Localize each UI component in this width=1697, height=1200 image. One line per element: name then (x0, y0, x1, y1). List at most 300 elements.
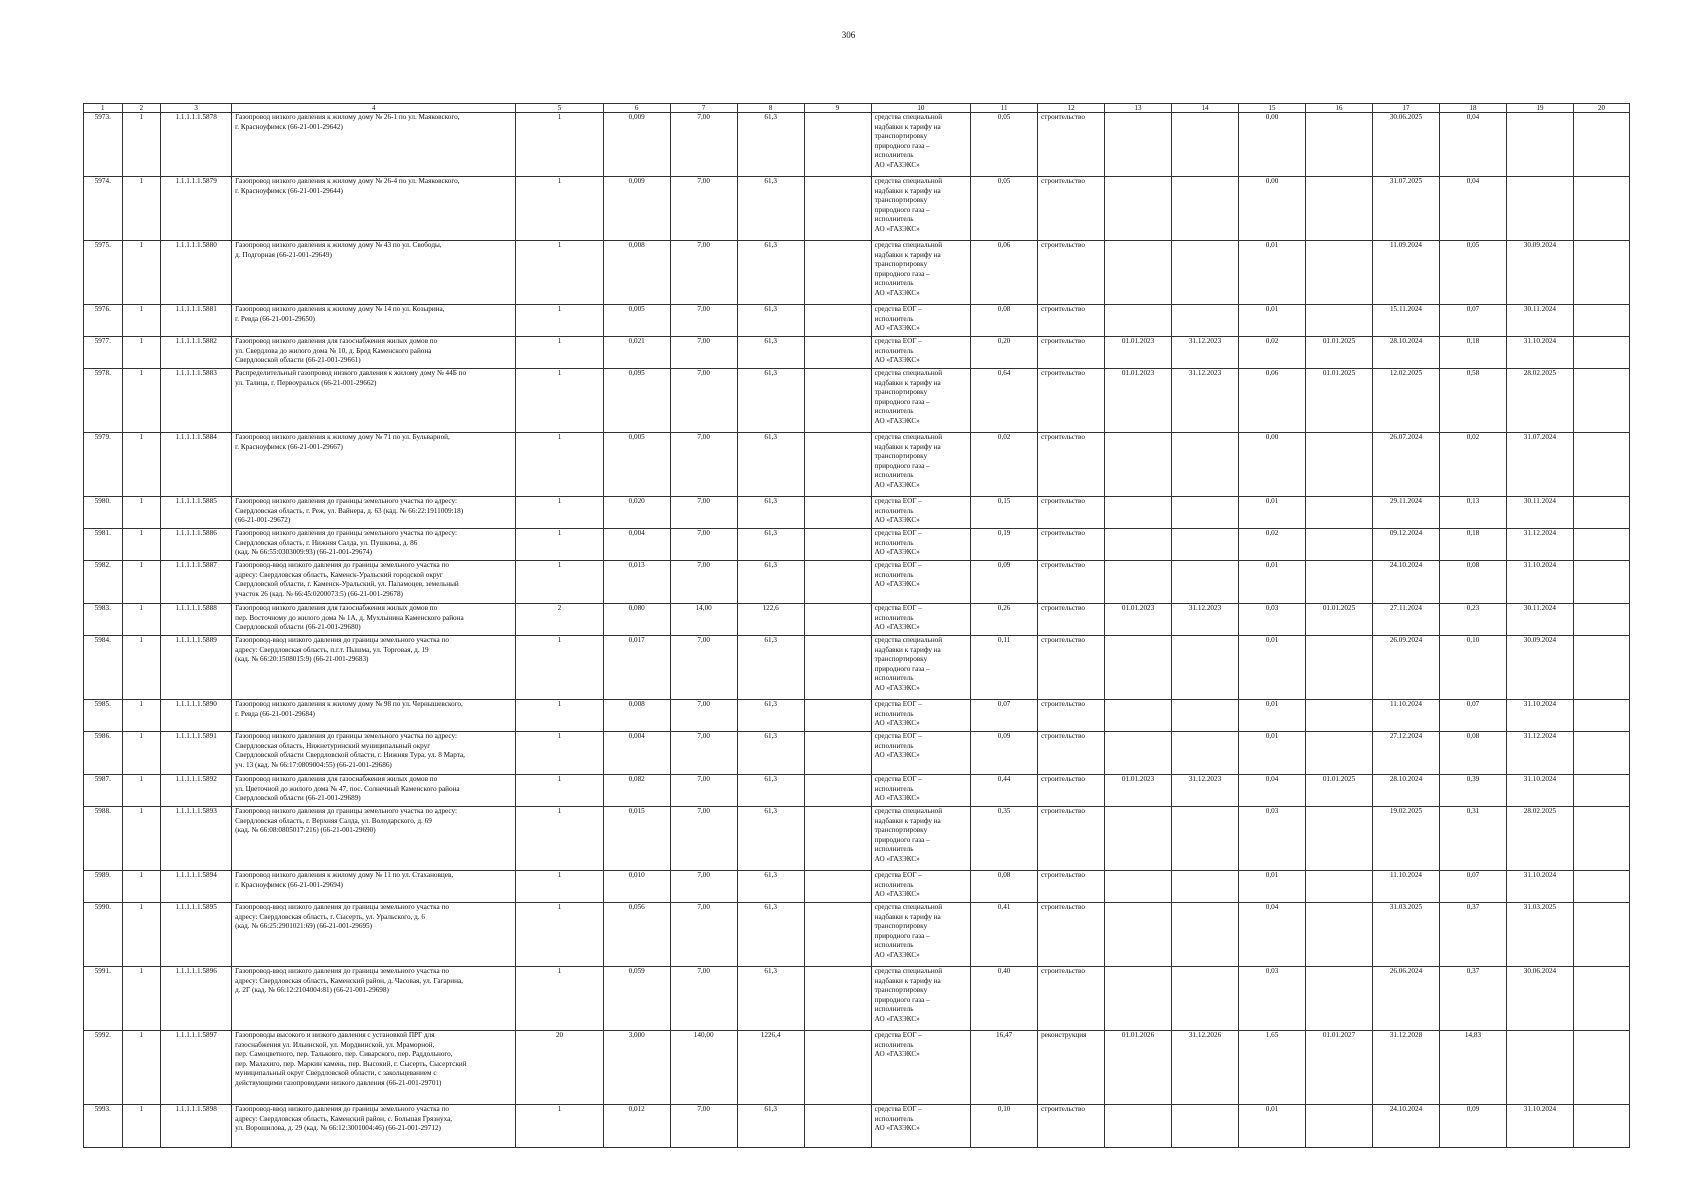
column-header-13: 13 (1105, 104, 1172, 113)
cell-col-20 (1573, 700, 1629, 732)
cell-col-16: 01.01.2025 (1306, 775, 1373, 807)
cell-col-7: 7,00 (670, 700, 737, 732)
cell-col-10: средства ЕОГ – исполнитель АО «ГАЗЭКС» (871, 497, 970, 529)
cell-col-8: 61,3 (737, 775, 804, 807)
cell-col-12: строительство (1038, 636, 1105, 700)
cell-col-12: строительство (1038, 700, 1105, 732)
cell-col-1: 5987. (84, 775, 123, 807)
cell-col-13 (1105, 561, 1172, 604)
cell-col-15: 0,04 (1239, 775, 1306, 807)
cell-col-6: 0,013 (603, 561, 670, 604)
cell-col-16 (1306, 177, 1373, 241)
cell-col-2: 1 (122, 871, 161, 903)
cell-col-14 (1172, 700, 1239, 732)
cell-col-15: 0,06 (1239, 369, 1306, 433)
cell-col-8: 61,3 (737, 636, 804, 700)
cell-col-16 (1306, 113, 1373, 177)
cell-col-20 (1573, 497, 1629, 529)
cell-col-7: 7,00 (670, 636, 737, 700)
cell-col-4: Газопровод низкого давления до границы земельного участка по адресу: Свердловская область, Нижнетуринский муниципальный округ Свердловской области Свердловской области, г. Нижняя Тура, ул. 8 Марта, уч. 13 (кад. № 66:17:0809004:55) (66-21-001-29686) (232, 732, 516, 775)
column-header-9: 9 (804, 104, 871, 113)
cell-col-4: Газопровод низкого давления до границы земельного участка по адресу: Свердловская область, г. Реж, ул. Вайнера, д. 63 (кад. № 66:22:1911009:18) (66-21-001-29672) (232, 497, 516, 529)
cell-col-13: 01.01.2023 (1105, 775, 1172, 807)
cell-col-12: реконструкция (1038, 1031, 1105, 1105)
cell-col-5: 1 (516, 305, 603, 337)
cell-col-8: 61,3 (737, 903, 804, 967)
cell-col-3: 1.1.1.1.1.5894 (161, 871, 232, 903)
cell-col-11: 0,41 (971, 903, 1038, 967)
cell-col-15: 0,00 (1239, 433, 1306, 497)
cell-col-18: 0,07 (1439, 305, 1506, 337)
cell-col-7: 7,00 (670, 113, 737, 177)
cell-col-6: 0,020 (603, 497, 670, 529)
cell-col-15: 0,01 (1239, 241, 1306, 305)
cell-col-2: 1 (122, 807, 161, 871)
cell-col-9 (804, 732, 871, 775)
cell-col-12: строительство (1038, 337, 1105, 369)
cell-col-2: 1 (122, 177, 161, 241)
cell-col-1: 5989. (84, 871, 123, 903)
cell-col-6: 0,008 (603, 241, 670, 305)
cell-col-5: 1 (516, 433, 603, 497)
cell-col-18: 0,23 (1439, 604, 1506, 636)
cell-col-4: Газопровод-ввод низкого давления до границы земельного участка по адресу: Свердловская область, Каменский район, д. Часовая, ул. Гагарина, д. 2Г (кад. № 66:12:2104004:81) (66-21-001-29698) (232, 967, 516, 1031)
cell-col-17: 26.07.2024 (1373, 433, 1440, 497)
column-header-7: 7 (670, 104, 737, 113)
cell-col-6: 0,059 (603, 967, 670, 1031)
cell-col-16 (1306, 903, 1373, 967)
cell-col-2: 1 (122, 113, 161, 177)
cell-col-13 (1105, 433, 1172, 497)
cell-col-8: 61,3 (737, 700, 804, 732)
cell-col-14 (1172, 561, 1239, 604)
cell-col-19: 31.03.2025 (1506, 903, 1573, 967)
column-header-10: 10 (871, 104, 970, 113)
table-row (84, 1105, 1630, 1148)
column-number-row (84, 104, 1630, 113)
cell-col-5: 1 (516, 1105, 603, 1148)
cell-col-17: 31.07.2025 (1373, 177, 1440, 241)
cell-col-19 (1506, 177, 1573, 241)
cell-col-12: строительство (1038, 529, 1105, 561)
cell-col-15: 0,03 (1239, 967, 1306, 1031)
cell-col-14 (1172, 529, 1239, 561)
cell-col-13 (1105, 732, 1172, 775)
cell-col-5: 1 (516, 871, 603, 903)
cell-col-20 (1573, 177, 1629, 241)
column-header-12: 12 (1038, 104, 1105, 113)
cell-col-19: 31.10.2024 (1506, 337, 1573, 369)
cell-col-11: 0,05 (971, 113, 1038, 177)
cell-col-20 (1573, 967, 1629, 1031)
cell-col-2: 1 (122, 636, 161, 700)
cell-col-15: 0,01 (1239, 1105, 1306, 1148)
cell-col-3: 1.1.1.1.1.5884 (161, 433, 232, 497)
cell-col-16: 01.01.2025 (1306, 604, 1373, 636)
cell-col-19: 31.12.2024 (1506, 732, 1573, 775)
cell-col-3: 1.1.1.1.1.5879 (161, 177, 232, 241)
cell-col-20 (1573, 807, 1629, 871)
cell-col-14 (1172, 807, 1239, 871)
cell-col-6: 0,009 (603, 113, 670, 177)
cell-col-3: 1.1.1.1.1.5898 (161, 1105, 232, 1148)
cell-col-8: 61,3 (737, 337, 804, 369)
cell-col-9 (804, 113, 871, 177)
cell-col-12: строительство (1038, 871, 1105, 903)
cell-col-12: строительство (1038, 177, 1105, 241)
cell-col-7: 14,00 (670, 604, 737, 636)
cell-col-7: 7,00 (670, 337, 737, 369)
cell-col-10: средства ЕОГ – исполнитель АО «ГАЗЭКС» (871, 561, 970, 604)
cell-col-8: 61,3 (737, 967, 804, 1031)
cell-col-16 (1306, 967, 1373, 1031)
cell-col-20 (1573, 903, 1629, 967)
cell-col-15: 0,00 (1239, 113, 1306, 177)
column-header-20: 20 (1573, 104, 1629, 113)
cell-col-8: 61,3 (737, 529, 804, 561)
column-header-15: 15 (1239, 104, 1306, 113)
cell-col-8: 61,3 (737, 305, 804, 337)
cell-col-7: 7,00 (670, 529, 737, 561)
cell-col-6: 0,015 (603, 807, 670, 871)
cell-col-8: 61,3 (737, 369, 804, 433)
cell-col-12: строительство (1038, 903, 1105, 967)
cell-col-8: 61,3 (737, 433, 804, 497)
cell-col-10: средства специальной надбавки к тарифу на транспортировку природного газа – исполнитель АО «ГАЗЭКС» (871, 177, 970, 241)
cell-col-16 (1306, 807, 1373, 871)
cell-col-9 (804, 529, 871, 561)
cell-col-3: 1.1.1.1.1.5883 (161, 369, 232, 433)
column-header-6: 6 (603, 104, 670, 113)
cell-col-12: строительство (1038, 775, 1105, 807)
cell-col-19: 31.10.2024 (1506, 871, 1573, 903)
cell-col-19: 31.10.2024 (1506, 775, 1573, 807)
cell-col-15: 0,01 (1239, 497, 1306, 529)
cell-col-1: 5979. (84, 433, 123, 497)
cell-col-3: 1.1.1.1.1.5887 (161, 561, 232, 604)
cell-col-5: 1 (516, 241, 603, 305)
cell-col-19: 28.02.2025 (1506, 369, 1573, 433)
cell-col-16: 01.01.2025 (1306, 337, 1373, 369)
cell-col-16: 01.01.2025 (1306, 369, 1373, 433)
cell-col-19: 30.11.2024 (1506, 305, 1573, 337)
cell-col-9 (804, 433, 871, 497)
table-row (84, 807, 1630, 871)
cell-col-17: 09.12.2024 (1373, 529, 1440, 561)
cell-col-9 (804, 1105, 871, 1148)
cell-col-10: средства ЕОГ – исполнитель АО «ГАЗЭКС» (871, 775, 970, 807)
table-row (84, 305, 1630, 337)
cell-col-11: 0,09 (971, 732, 1038, 775)
cell-col-16: 01.01.2027 (1306, 1031, 1373, 1105)
cell-col-18: 0,04 (1439, 113, 1506, 177)
cell-col-11: 0,10 (971, 1105, 1038, 1148)
cell-col-1: 5991. (84, 967, 123, 1031)
cell-col-3: 1.1.1.1.1.5886 (161, 529, 232, 561)
cell-col-7: 7,00 (670, 433, 737, 497)
cell-col-16 (1306, 529, 1373, 561)
table-row (84, 529, 1630, 561)
cell-col-4: Газопровод низкого давления для газоснабжения жилых домов по ул. Цветочной до жилого дома № 47, пос. Солнечный Каменского района Свердловской области (66-21-001-29689) (232, 775, 516, 807)
cell-col-18: 0,04 (1439, 177, 1506, 241)
cell-col-3: 1.1.1.1.1.5882 (161, 337, 232, 369)
cell-col-15: 0,01 (1239, 732, 1306, 775)
cell-col-15: 0,02 (1239, 529, 1306, 561)
cell-col-13 (1105, 241, 1172, 305)
cell-col-2: 1 (122, 433, 161, 497)
cell-col-5: 1 (516, 529, 603, 561)
cell-col-4: Газопровод-ввод низкого давления до границы земельного участка по адресу: Свердловская область, г. Сысерть, ул. Уральского, д. 6 (кад. № 66:25:2901021:69) (66-21-001-29695) (232, 903, 516, 967)
column-header-18: 18 (1439, 104, 1506, 113)
cell-col-14 (1172, 967, 1239, 1031)
cell-col-3: 1.1.1.1.1.5881 (161, 305, 232, 337)
table-row (84, 337, 1630, 369)
cell-col-1: 5990. (84, 903, 123, 967)
cell-col-9 (804, 807, 871, 871)
cell-col-18: 0,13 (1439, 497, 1506, 529)
cell-col-10: средства ЕОГ – исполнитель АО «ГАЗЭКС» (871, 871, 970, 903)
cell-col-13 (1105, 636, 1172, 700)
cell-col-6: 0,008 (603, 700, 670, 732)
cell-col-18: 0,02 (1439, 433, 1506, 497)
cell-col-10: средства ЕОГ – исполнитель АО «ГАЗЭКС» (871, 700, 970, 732)
column-header-2: 2 (122, 104, 161, 113)
cell-col-19: 30.09.2024 (1506, 241, 1573, 305)
cell-col-13 (1105, 113, 1172, 177)
table-row (84, 700, 1630, 732)
cell-col-17: 30.06.2025 (1373, 113, 1440, 177)
cell-col-5: 1 (516, 337, 603, 369)
cell-col-5: 20 (516, 1031, 603, 1105)
cell-col-2: 1 (122, 561, 161, 604)
cell-col-20 (1573, 113, 1629, 177)
cell-col-4: Газопровод низкого давления к жилому дому № 11 по ул. Стахановцев, г. Красноуфимск (66-21-001-29694) (232, 871, 516, 903)
cell-col-6: 0,005 (603, 433, 670, 497)
cell-col-20 (1573, 1105, 1629, 1148)
cell-col-10: средства ЕОГ – исполнитель АО «ГАЗЭКС» (871, 305, 970, 337)
cell-col-2: 1 (122, 241, 161, 305)
cell-col-17: 26.09.2024 (1373, 636, 1440, 700)
cell-col-18: 0,09 (1439, 1105, 1506, 1148)
cell-col-7: 7,00 (670, 497, 737, 529)
cell-col-9 (804, 903, 871, 967)
cell-col-13: 01.01.2023 (1105, 369, 1172, 433)
cell-col-15: 0,03 (1239, 604, 1306, 636)
cell-col-1: 5984. (84, 636, 123, 700)
cell-col-16 (1306, 497, 1373, 529)
cell-col-9 (804, 305, 871, 337)
table-row (84, 871, 1630, 903)
cell-col-4: Газопровод низкого давления к жилому дому № 26-4 по ул. Маяковского, г. Красноуфимск (66-21-001-29644) (232, 177, 516, 241)
cell-col-9 (804, 700, 871, 732)
cell-col-15: 0,01 (1239, 561, 1306, 604)
cell-col-19: 31.10.2024 (1506, 1105, 1573, 1148)
cell-col-16 (1306, 1105, 1373, 1148)
cell-col-9 (804, 177, 871, 241)
cell-col-10: средства специальной надбавки к тарифу на транспортировку природного газа – исполнитель АО «ГАЗЭКС» (871, 903, 970, 967)
cell-col-12: строительство (1038, 113, 1105, 177)
cell-col-2: 1 (122, 967, 161, 1031)
table-row (84, 604, 1630, 636)
cell-col-1: 5975. (84, 241, 123, 305)
cell-col-8: 122,6 (737, 604, 804, 636)
cell-col-14 (1172, 732, 1239, 775)
cell-col-11: 0,15 (971, 497, 1038, 529)
cell-col-1: 5983. (84, 604, 123, 636)
cell-col-8: 61,3 (737, 113, 804, 177)
cell-col-6: 0,095 (603, 369, 670, 433)
cell-col-5: 1 (516, 903, 603, 967)
cell-col-7: 7,00 (670, 241, 737, 305)
cell-col-18: 0,08 (1439, 732, 1506, 775)
cell-col-2: 1 (122, 497, 161, 529)
cell-col-3: 1.1.1.1.1.5890 (161, 700, 232, 732)
cell-col-17: 15.11.2024 (1373, 305, 1440, 337)
cell-col-3: 1.1.1.1.1.5896 (161, 967, 232, 1031)
cell-col-15: 0,04 (1239, 903, 1306, 967)
cell-col-20 (1573, 775, 1629, 807)
cell-col-8: 61,3 (737, 1105, 804, 1148)
cell-col-9 (804, 967, 871, 1031)
table-row (84, 177, 1630, 241)
cell-col-6: 0,005 (603, 305, 670, 337)
table-row (84, 1031, 1630, 1105)
cell-col-12: строительство (1038, 967, 1105, 1031)
cell-col-9 (804, 871, 871, 903)
cell-col-18: 0,08 (1439, 561, 1506, 604)
table-row (84, 775, 1630, 807)
table-row (84, 113, 1630, 177)
cell-col-1: 5985. (84, 700, 123, 732)
table-row (84, 561, 1630, 604)
cell-col-20 (1573, 529, 1629, 561)
cell-col-8: 61,3 (737, 871, 804, 903)
cell-col-7: 7,00 (670, 807, 737, 871)
cell-col-19: 30.06.2024 (1506, 967, 1573, 1031)
cell-col-11: 0,08 (971, 871, 1038, 903)
cell-col-20 (1573, 433, 1629, 497)
cell-col-15: 0,00 (1239, 177, 1306, 241)
cell-col-11: 0,02 (971, 433, 1038, 497)
cell-col-5: 2 (516, 604, 603, 636)
table-row (84, 497, 1630, 529)
table-row (84, 903, 1630, 967)
cell-col-17: 27.11.2024 (1373, 604, 1440, 636)
cell-col-13: 01.01.2023 (1105, 337, 1172, 369)
cell-col-6: 0,012 (603, 1105, 670, 1148)
cell-col-14: 31.12.2023 (1172, 775, 1239, 807)
cell-col-7: 7,00 (670, 561, 737, 604)
cell-col-4: Газопровод низкого давления для газоснабжения жилых домов по ул. Свердлова до жилого дома № 10, д. Брод Каменского района Свердловской области (66-21-001-29661) (232, 337, 516, 369)
cell-col-18: 0,10 (1439, 636, 1506, 700)
cell-col-20 (1573, 561, 1629, 604)
cell-col-17: 31.12.2028 (1373, 1031, 1440, 1105)
cell-col-18: 0,05 (1439, 241, 1506, 305)
cell-col-15: 0,02 (1239, 337, 1306, 369)
cell-col-13: 01.01.2023 (1105, 604, 1172, 636)
cell-col-14 (1172, 497, 1239, 529)
cell-col-3: 1.1.1.1.1.5889 (161, 636, 232, 700)
cell-col-6: 0,010 (603, 871, 670, 903)
cell-col-17: 26.06.2024 (1373, 967, 1440, 1031)
cell-col-9 (804, 561, 871, 604)
cell-col-2: 1 (122, 604, 161, 636)
cell-col-17: 29.11.2024 (1373, 497, 1440, 529)
cell-col-1: 5992. (84, 1031, 123, 1105)
cell-col-7: 7,00 (670, 305, 737, 337)
column-header-11: 11 (971, 104, 1038, 113)
cell-col-8: 61,3 (737, 497, 804, 529)
cell-col-15: 0,01 (1239, 636, 1306, 700)
cell-col-1: 5982. (84, 561, 123, 604)
cell-col-1: 5988. (84, 807, 123, 871)
cell-col-3: 1.1.1.1.1.5885 (161, 497, 232, 529)
column-header-17: 17 (1373, 104, 1440, 113)
cell-col-12: строительство (1038, 241, 1105, 305)
cell-col-16 (1306, 636, 1373, 700)
cell-col-14: 31.12.2023 (1172, 604, 1239, 636)
cell-col-8: 61,3 (737, 241, 804, 305)
cell-col-2: 1 (122, 775, 161, 807)
cell-col-14: 31.12.2023 (1172, 337, 1239, 369)
cell-col-6: 0,056 (603, 903, 670, 967)
cell-col-1: 5981. (84, 529, 123, 561)
cell-col-12: строительство (1038, 807, 1105, 871)
cell-col-19: 31.10.2024 (1506, 561, 1573, 604)
cell-col-17: 24.10.2024 (1373, 561, 1440, 604)
cell-col-18: 0,58 (1439, 369, 1506, 433)
table-row (84, 369, 1630, 433)
cell-col-2: 1 (122, 700, 161, 732)
cell-col-14 (1172, 433, 1239, 497)
cell-col-10: средства ЕОГ – исполнитель АО «ГАЗЭКС» (871, 337, 970, 369)
cell-col-10: средства ЕОГ – исполнитель АО «ГАЗЭКС» (871, 1031, 970, 1105)
table-row (84, 241, 1630, 305)
page-number: 306 (841, 30, 856, 40)
cell-col-12: строительство (1038, 433, 1105, 497)
cell-col-20 (1573, 305, 1629, 337)
cell-col-7: 7,00 (670, 871, 737, 903)
cell-col-13 (1105, 529, 1172, 561)
cell-col-18: 0,18 (1439, 337, 1506, 369)
cell-col-1: 5973. (84, 113, 123, 177)
table-row (84, 636, 1630, 700)
cell-col-11: 0,08 (971, 305, 1038, 337)
cell-col-9 (804, 636, 871, 700)
column-header-8: 8 (737, 104, 804, 113)
cell-col-5: 1 (516, 177, 603, 241)
cell-col-12: строительство (1038, 305, 1105, 337)
cell-col-15: 0,01 (1239, 305, 1306, 337)
cell-col-11: 0,40 (971, 967, 1038, 1031)
cell-col-4: Газопровод низкого давления к жилому дому № 71 по ул. Бульварной, г. Красноуфимск (66-21-001-29667) (232, 433, 516, 497)
column-header-1: 1 (84, 104, 123, 113)
column-header-14: 14 (1172, 104, 1239, 113)
cell-col-17: 12.02.2025 (1373, 369, 1440, 433)
cell-col-5: 1 (516, 113, 603, 177)
cell-col-3: 1.1.1.1.1.5878 (161, 113, 232, 177)
cell-col-20 (1573, 337, 1629, 369)
column-header-5: 5 (516, 104, 603, 113)
cell-col-1: 5974. (84, 177, 123, 241)
cell-col-13 (1105, 903, 1172, 967)
cell-col-4: Газопровод-ввод низкого давления до границы земельного участка по адресу: Свердловская область, Каменск-Уральский городской округ Свердловской области, г. Каменск-Уральский, ул. Паламоцев, земельный участок 26 (кад. № 66:45:0200073:5) (66-21-001-29678) (232, 561, 516, 604)
cell-col-5: 1 (516, 775, 603, 807)
cell-col-18: 0,07 (1439, 871, 1506, 903)
cell-col-2: 1 (122, 903, 161, 967)
cell-col-13 (1105, 1105, 1172, 1148)
cell-col-8: 1226,4 (737, 1031, 804, 1105)
